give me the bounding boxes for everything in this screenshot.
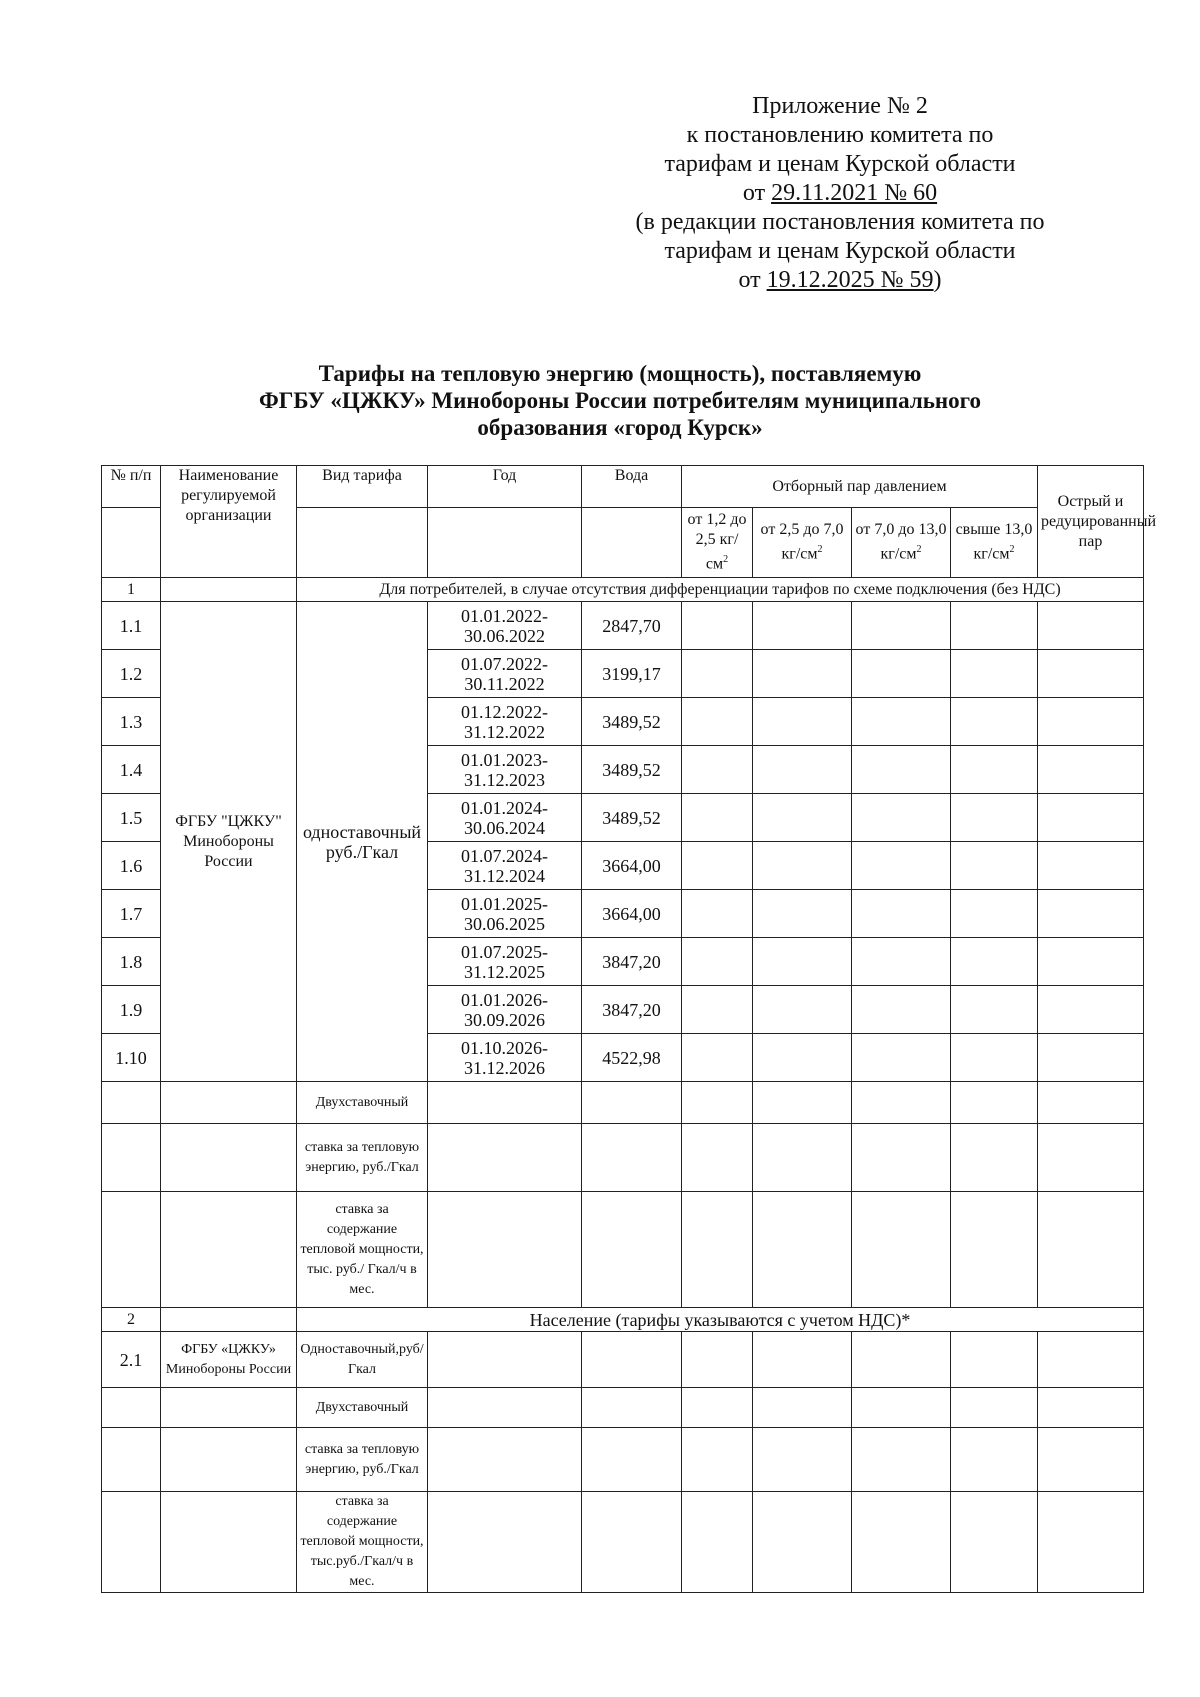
capacity-rate-row: ставка за содержание тепловой мощности, тыс. руб./ Гкал/ч в мес. [102,1192,1144,1308]
section-2-header [102,1308,1144,1332]
col-num: № п/п [102,466,161,508]
table-row: 1.2 01.07.2022-30.11.2022 3199,17 [102,650,1144,698]
tariff-type: одноставочный руб./Гкал [297,602,428,1082]
org-name: ФГБУ "ЦЖКУ" Минобороны России [161,602,297,1082]
col-org: Наименование регулируемой организации [161,466,297,578]
section-num: 2 [102,1308,161,1332]
table-row: 1.5 01.01.2024-30.06.2024 3489,52 [102,794,1144,842]
col-water: Вода [582,466,682,508]
document-title: Тарифы на тепловую энергию (мощность), поставляемую ФГБУ «ЦЖКУ» Минобороны России потребителям муниципального образования «город Курск» [258,361,982,440]
col-steam-2: от 2,5 до 7,0 $кг/см^2$ [753,508,852,578]
header-line-5: (в редакции постановления комитета по [635,209,1045,235]
table-row: 1.7 01.01.2025-30.06.2025 3664,00 [102,890,1144,938]
revision-date: 19.12.2025 № 59 [766,267,934,293]
col-year: Год [428,466,582,508]
table-row: 1.6 01.07.2024-31.12.2024 3664,00 [102,842,1144,890]
table-row: 1.9 01.01.2026-30.09.2026 3847,20 [102,986,1144,1034]
revision-date-line: от 19.12.2025 № 59) [738,267,942,293]
col-sharp-steam: Острый и редуцированный пар [1038,466,1144,578]
energy-rate-row: ставка за тепловую энергию, руб./Гкал [102,1124,1144,1192]
col-steam-4: свыше 13,0 $кг/см^2$ [951,508,1038,578]
appendix-number: Приложение № 2 [752,93,928,119]
table-row: 1.3 01.12.2022-31.12.2022 3489,52 [102,698,1144,746]
two-part-row: Двухставочный [102,1082,1144,1124]
resolution-date-line: от 29.11.2021 № 60 [742,180,938,206]
table-row: 2.1 ФГБУ «ЦЖКУ» Минобороны России Одноставочный,руб/Гкал [102,1332,1144,1388]
col-steam-3: от 7,0 до 13,0 $кг/см^2$ [852,508,951,578]
table-row: 1.8 01.07.2025-31.12.2025 3847,20 [102,938,1144,986]
section-num: 1 [102,578,161,602]
section-label: Население (тарифы указываются с учетом НДС)* [297,1308,1144,1332]
capacity-rate-row: ставка за содержание тепловой мощности, тыс.руб./Гкал/ч в мес. [102,1492,1144,1593]
appendix-header [560,92,1120,295]
section-label: Для потребителей, в случае отсутствия дифференциации тарифов по схеме подключения (без НДС) [297,578,1144,602]
energy-rate-row: ставка за тепловую энергию, руб./Гкал [102,1428,1144,1492]
table-row: 1.10 01.10.2026-31.12.2026 4522,98 [102,1034,1144,1082]
header-line-6: тарифам и ценам Курской области [664,238,1016,264]
section-1-header [102,578,1144,602]
col-steam: Отборный пар давлением [682,466,1038,508]
table-row: 1.4 01.01.2023-31.12.2023 3489,52 [102,746,1144,794]
two-part-row: Двухставочный [102,1388,1144,1428]
col-steam-1: от 1,2 до 2,5 $кг/см^2$ [682,508,753,578]
header-line-2: к постановлению комитета по [686,122,994,148]
table-row: 1.1 ФГБУ "ЦЖКУ" Минобороны России одноставочный руб./Гкал 01.01.2022-30.06.2022 2847,70 [102,602,1144,650]
header-line-3: тарифам и ценам Курской области [664,151,1016,177]
resolution-date: 29.11.2021 № 60 [771,180,938,206]
col-tariff-type: Вид тарифа [297,466,428,508]
tariff-table [101,465,1157,1593]
org-name: ФГБУ «ЦЖКУ» Минобороны России [161,1332,297,1388]
